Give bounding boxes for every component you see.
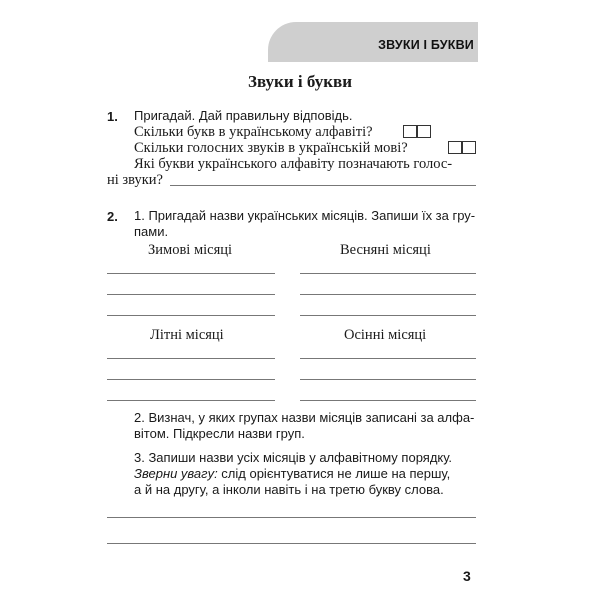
answer-line-spring-1[interactable] [300, 273, 476, 274]
answer-line-spring-3[interactable] [300, 315, 476, 316]
task-2-part-1-line-2: пами. [134, 224, 169, 239]
answer-line-spring-2[interactable] [300, 294, 476, 295]
task-2-part-3-line-2 [134, 466, 450, 482]
answer-line-autumn-3[interactable] [300, 400, 476, 401]
page-title: Звуки і букви [247, 72, 352, 91]
attention-text: слід орієнтуватися не лише на першу, [217, 466, 451, 481]
answer-box-letters-1[interactable] [403, 125, 417, 138]
answer-line-task-1[interactable] [170, 185, 476, 186]
answer-line-summer-1[interactable] [107, 358, 275, 359]
task-1-question-vowels: Скільки голосних звуків в українській мові? [134, 140, 408, 156]
task-2-part-2-line-2: вітом. Підкресли назви груп. [134, 426, 305, 441]
task-2-part-3-line-3: а й на другу, а інколи навіть і на третю букву слова. [134, 482, 444, 497]
task-2-number: 2. [107, 209, 118, 224]
answer-line-alphabetical-2[interactable] [107, 543, 476, 544]
task-1-question-letters: Скільки букв в українському алфавіті? [134, 124, 373, 140]
answer-box-vowels-2[interactable] [462, 141, 476, 154]
attention-note: Зверни увагу: [134, 466, 218, 481]
section-tab-label: ЗВУКИ І БУКВИ [378, 38, 474, 52]
group-label-spring: Весняні місяці [340, 242, 431, 258]
task-2-part-3-line-1: 3. Запиши назви усіх місяців у алфавітному порядку. [134, 450, 453, 465]
answer-line-summer-2[interactable] [107, 379, 275, 380]
task-2-part-2-line-1: 2. Визнач, у яких групах назви місяців записані за алфа- [134, 410, 475, 425]
answer-line-winter-1[interactable] [107, 273, 275, 274]
answer-box-letters-2[interactable] [417, 125, 431, 138]
task-1-question-vowel-letters-cont: ні звуки? [107, 172, 163, 188]
group-label-winter: Зимові місяці [148, 242, 233, 258]
task-1-number: 1. [107, 109, 118, 124]
answer-line-winter-3[interactable] [107, 315, 275, 316]
task-1-question-vowel-letters: Які букви українського алфавіту позначають голос- [134, 156, 453, 172]
answer-line-winter-2[interactable] [107, 294, 275, 295]
task-1-instruction: Пригадай. Дай правильну відповідь. [134, 108, 353, 123]
answer-line-autumn-2[interactable] [300, 379, 476, 380]
answer-line-autumn-1[interactable] [300, 358, 476, 359]
answer-line-alphabetical-1[interactable] [107, 517, 476, 518]
answer-box-vowels-1[interactable] [448, 141, 462, 154]
page-number: 3 [463, 568, 471, 584]
group-label-autumn: Осінні місяці [344, 327, 427, 343]
task-2-part-1-line-1: 1. Пригадай назви українських місяців. Запиши їх за гру- [134, 208, 476, 223]
answer-line-summer-3[interactable] [107, 400, 275, 401]
group-label-summer: Літні місяці [150, 327, 224, 343]
